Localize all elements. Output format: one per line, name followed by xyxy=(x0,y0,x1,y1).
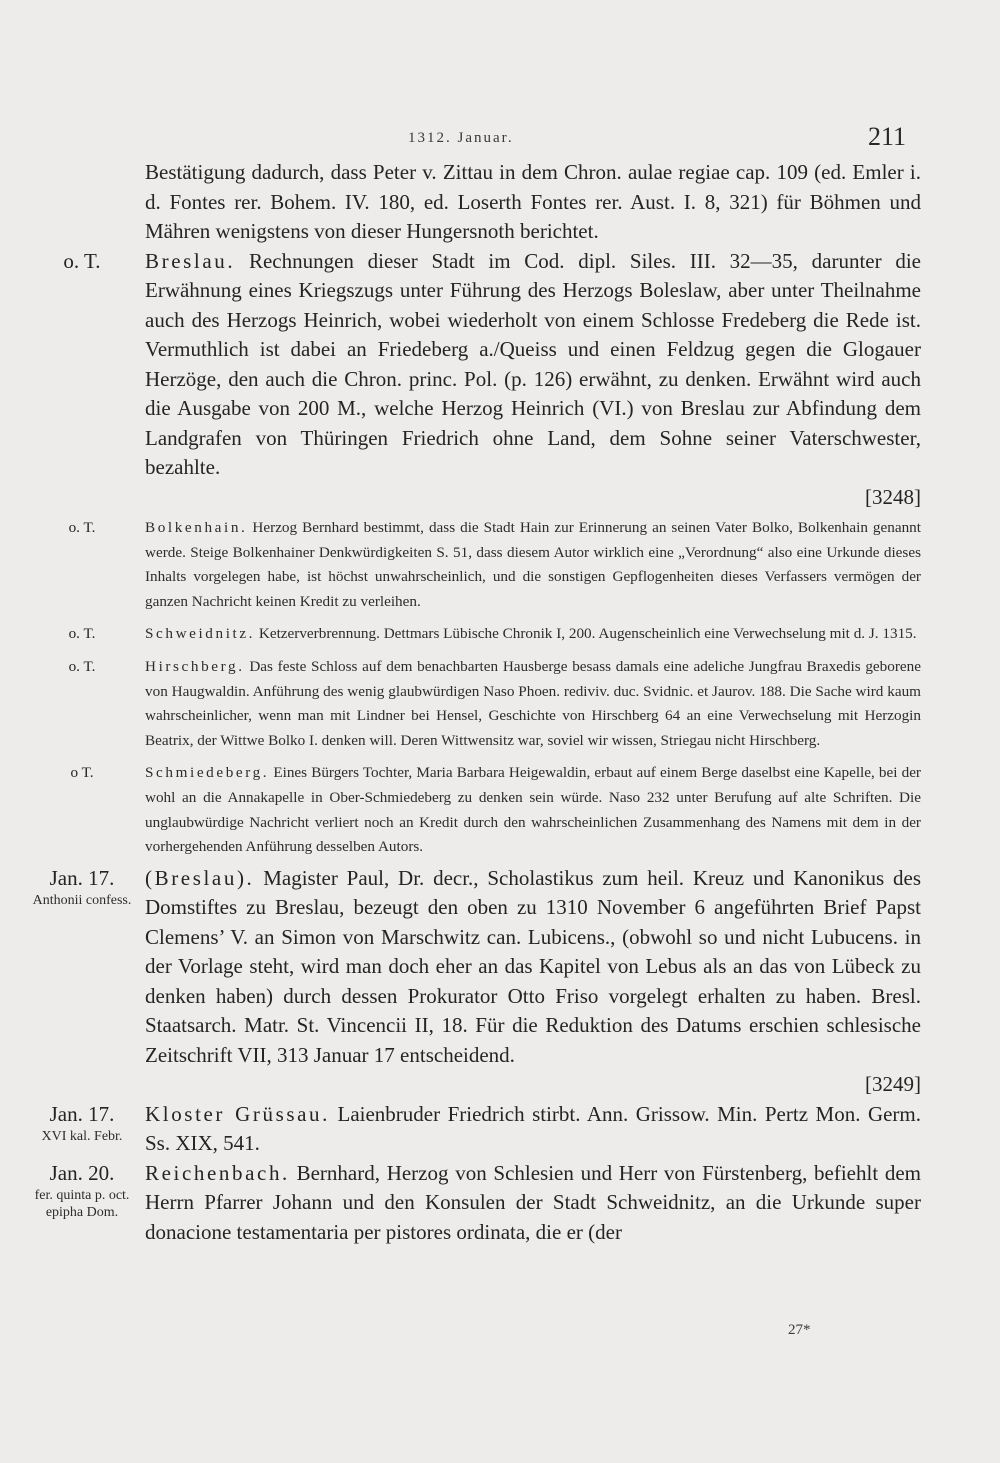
running-head xyxy=(0,118,1000,158)
entry-schweidnitz xyxy=(0,622,1000,647)
entry-place: Schweidnitz. xyxy=(145,625,256,643)
margin-date-block xyxy=(28,1100,136,1146)
entry-body xyxy=(145,864,921,1100)
continuation-paragraph xyxy=(0,158,1000,247)
entry-place: Hirschberg. xyxy=(145,657,245,675)
margin-feast: XVI kal. Febr. xyxy=(41,1129,123,1145)
margin-date-block xyxy=(28,1159,136,1222)
entry-body xyxy=(145,516,921,614)
running-title: 1312. Januar. xyxy=(408,130,514,146)
margin-date: Jan. 17. xyxy=(49,1101,115,1126)
margin-feast: Anthonii confess. xyxy=(32,893,132,909)
margin-date: Jan. 20. xyxy=(49,1160,115,1185)
main-text xyxy=(0,158,1000,1247)
entry-place: Breslau. xyxy=(145,248,236,273)
sheet-signature: 27* xyxy=(788,1322,811,1338)
entry-jan17-gruessau xyxy=(0,1100,1000,1159)
entry-text: Herzog Bernhard bestimmt, dass die Stadt Hain zur Erinnerung an seinen Vater Bolko, Bolkenhain genannt werde. Steige Bolkenhainer Denkwürdigkeiten S. 51, dass diesem Autor wirklich eine „Verordnung“ also eine Urkunde dieses Inhalts vorgelegen habe, ist höchst unwahrscheinlich, und die sonstigen Gepflogenheiten dieses Verfassers vermögen der ganzen Nachricht keinen Kredit zu verleihen. xyxy=(145,519,921,610)
entry-text: Bernhard, Herzog von Schlesien und Herr von Fürstenberg, befiehlt dem Herrn Pfarrer Johann und den Konsulen der Stadt Schweidnitz, an die Urkunde super donacione testamentaria per pistores ordinata, die er (der xyxy=(145,1160,921,1244)
entry-place: (Breslau). xyxy=(145,865,255,890)
entry-place: Bolkenhain. xyxy=(145,519,248,536)
entry-body xyxy=(145,1159,921,1248)
entry-text: Eines Bürgers Tochter, Maria Barbara Heigewaldin, erbaut auf einem Berge daselbst eine Kapelle, bei der wohl an die Annakapelle in Ober-Schmiedeberg zu denken sein würde. Naso 232 unter Berufung auf alte Schriften. Die unglaubwürdige Nachricht verliert noch an Kredit durch den wahrscheinlichen Zusammenhang des Namens mit dem in der vorhergehenden Anführung desselben Autors. xyxy=(145,764,921,856)
continuation-text: Bestätigung dadurch, dass Peter v. Zittau in dem Chron. aulae regiae cap. 109 (ed. Emler i. d. Fontes rer. Bohem. IV. 180, ed. Loserth Fontes rer. Aust. I. 8, 321) für Böhmen und Mähren wenigstens von dieser Hungersnoth berichtet. xyxy=(145,160,921,243)
margin-date-block xyxy=(28,864,136,910)
page-number: 211 xyxy=(868,122,907,151)
entry-body xyxy=(145,1100,921,1159)
entry-jan17-breslau xyxy=(0,864,1000,1100)
entry-body xyxy=(145,247,921,513)
entry-place: Kloster Grüssau. xyxy=(145,1101,330,1126)
margin-date: Jan. 17. xyxy=(49,865,115,890)
entry-text: Magister Paul, Dr. decr., Scholastikus zum heil. Kreuz und Kanonikus des Domstiftes zu Breslau, bezeugt den oben zu 1310 November 6 angeführten Brief Papst Clemens’ V. an Simon von Marschwitz can. Lubicens., (obwohl so und nicht Lubucens. in der Vorlage steht, wird man doch eher an das Kapitel von Lebus als an das von Lübeck zu denken haben) durch dessen Prokurator Otto Friso vorgelegt erhalten zu haben. Bresl. Staatsarch. Matr. St. Vincencii II, 18. Für die Reduktion des Datums erschien schlesische Zeitschrift VII, 313 Januar 17 entscheidend. xyxy=(145,865,922,1067)
entry-bolkenhain xyxy=(0,516,1000,614)
entry-body xyxy=(145,761,921,859)
entry-hirschberg xyxy=(0,655,1000,753)
margin-date: o. T. xyxy=(63,248,101,273)
margin-date: o. T. xyxy=(68,519,96,536)
entry-place: Schmiedeberg. xyxy=(145,764,270,782)
margin-date: o. T. xyxy=(68,657,96,675)
margin-date: o T. xyxy=(70,764,94,782)
entry-text: Das feste Schloss auf dem benachbarten Hausberge besass damals eine adeliche Jungfrau Braxedis geborene von Haugwaldin. Anführung des wenig glaubwürdigen Naso Phoen. rediviv. duc. Svidnic. et Jaurov. 188. Die Sache wird kaum wahrscheinlicher, wenn man mit Lindner bei Hensel, Geschichte von Hirschberg 64 an eine Verwechselung mit Herzogin Beatrix, der Wittwe Bolko I. denken will. Deren Wittwensitz war, soviel wir wissen, Striegau nicht Hirschberg. xyxy=(145,657,921,749)
entry-schmiedeberg xyxy=(0,761,1000,859)
margin-feast: fer. quinta p. oct. epipha Dom. xyxy=(34,1188,130,1220)
entry-text: Rechnungen dieser Stadt im Cod. dipl. Siles. III. 32—35, darunter die Erwähnung eines Kriegszugs unter Führung des Herzogs Boleslaw, aber unter Theilnahme auch des Herzogs Heinrich, wobei wiederholt von einem Schlosse Fredeberg die Rede ist. Vermuthlich ist dabei an Friedeberg a./Queiss und einen Feldzug gegen die Glogauer Herzöge, den auch die Chron. princ. Pol. (p. 126) erwähnt, zu denken. Erwähnt wird auch die Ausgabe von 200 M., welche Herzog Heinrich (VI.) von Breslau zur Abfindung dem Landgrafen von Thüringen Friedrich ohne Land, dem Sohne seiner Vaterschwester, bezahlte. xyxy=(145,248,921,479)
entry-text: Ketzerverbrennung. Dettmars Lübische Chronik I, 200. Augenscheinlich eine Verwechselung mit d. J. 1315. xyxy=(258,625,917,643)
entry-text: Laienbruder Friedrich stirbt. Ann. Grissow. Min. Pertz Mon. Germ. Ss. XIX, 541. xyxy=(145,1101,922,1156)
entry-body xyxy=(145,655,921,753)
entry-body xyxy=(145,622,921,647)
entry-place: Reichenbach. xyxy=(145,1160,290,1185)
entry-jan20-reichenbach xyxy=(0,1159,1000,1248)
regest-number: [3249] xyxy=(865,1072,921,1097)
regest-number: [3248] xyxy=(865,484,921,509)
entry-breslau xyxy=(0,247,1000,513)
margin-date: o. T. xyxy=(68,625,96,643)
